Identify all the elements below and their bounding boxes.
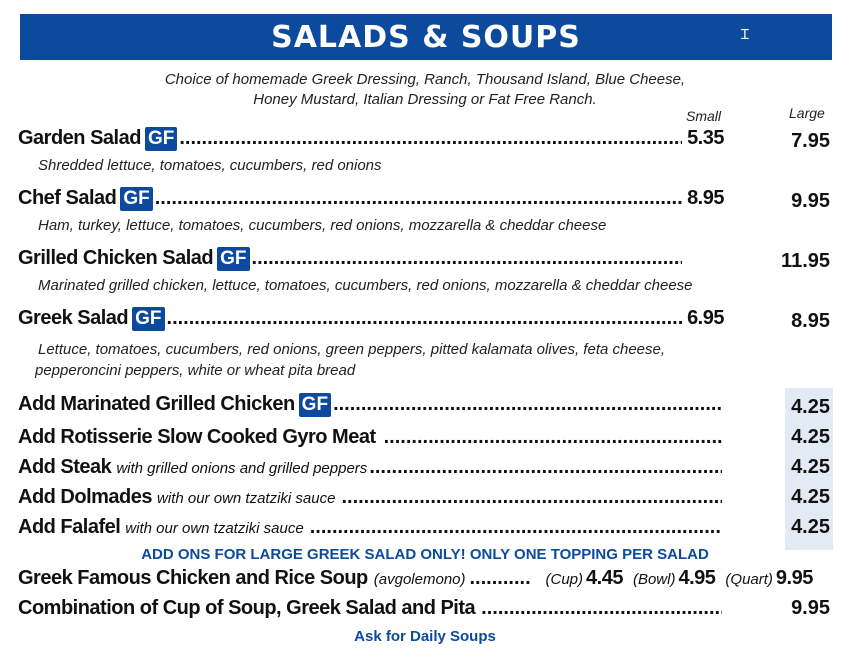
gluten-free-badge: GF	[132, 307, 164, 331]
gluten-free-badge: GF	[299, 393, 331, 417]
addon-item-steak: Add Steak with grilled onions and grilled peppers .....	[18, 456, 724, 479]
column-large-label: Large	[789, 105, 825, 121]
soup-item-combination: Combination of Cup of Soup, Greek Salad and Pita .....	[18, 597, 724, 620]
menu-item-garden-salad: Garden Salad GF ..... 5.35	[18, 127, 724, 151]
item-description-line2: pepperoncini peppers, white or wheat pita bread	[35, 362, 356, 379]
price-large: 11.95	[781, 250, 830, 272]
dressing-note	[0, 70, 850, 110]
addon-note: ADD ONS FOR LARGE GREEK SALAD ONLY! ONLY ONE TOPPING PER SALAD	[141, 546, 709, 563]
price-small: 5.35	[687, 127, 724, 149]
price-quart: 9.95	[775, 567, 813, 589]
soup-subtitle: (avgolemono)	[373, 571, 466, 588]
dot-leader	[481, 597, 722, 620]
section-title: SALADS & SOUPS	[271, 19, 581, 55]
addon-price: 4.25	[791, 516, 830, 538]
dot-leader	[310, 516, 722, 539]
gluten-free-badge: GF	[145, 127, 177, 151]
menu-item-greek-salad: Greek Salad GF ..... 6.95	[18, 307, 724, 331]
price-cup: 4.45	[586, 567, 623, 589]
price-large: 9.95	[791, 190, 830, 212]
column-small-label: Small	[686, 108, 722, 124]
dot-leader	[179, 127, 682, 150]
text-cursor-icon: Ɪ	[741, 27, 749, 43]
item-description: Ham, turkey, lettuce, tomatoes, cucumbers, red onions, mozzarella & cheddar cheese	[38, 217, 607, 234]
gluten-free-badge: GF	[120, 187, 152, 211]
dot-leader	[384, 426, 722, 449]
dot-leader	[341, 486, 722, 509]
item-description: Shredded lettuce, tomatoes, cucumbers, red onions	[38, 157, 382, 174]
addon-price: 4.25	[791, 486, 830, 508]
item-description: Marinated grilled chicken, lettuce, tomatoes, cucumbers, red onions, mozzarella & cheddar cheese	[38, 277, 693, 294]
combo-price: 9.95	[791, 597, 830, 619]
addon-item-dolmades: Add Dolmades with our own tzatziki sauce .....	[18, 486, 724, 509]
dressing-note-line2: Honey Mustard, Italian Dressing or Fat Free Ranch.	[253, 91, 597, 108]
price-small: 8.95	[687, 187, 724, 209]
addon-item-falafel: Add Falafel with our own tzatziki sauce .....	[18, 516, 724, 539]
addon-detail: with our own tzatziki sauce	[125, 520, 304, 537]
price-small: 6.95	[687, 307, 724, 329]
item-description-line1: Lettuce, tomatoes, cucumbers, red onions, green peppers, pitted kalamata olives, feta cheese,	[38, 341, 666, 358]
addon-item-gyro-meat: Add Rotisserie Slow Cooked Gyro Meat .....	[18, 426, 724, 449]
dressing-note-line1: Choice of homemade Greek Dressing, Ranch, Thousand Island, Blue Cheese,	[164, 71, 686, 88]
dot-leader	[333, 393, 722, 416]
gluten-free-badge: GF	[217, 247, 249, 271]
size-bowl-label: (Bowl)	[632, 571, 676, 588]
price-large: 7.95	[791, 130, 830, 152]
section-banner	[20, 14, 832, 60]
size-quart-label: (Quart)	[725, 571, 773, 588]
addon-price: 4.25	[791, 396, 830, 418]
soup-item-avgolemono: Greek Famous Chicken and Rice Soup (avgolemono) ..... (Cup) 4.45 (Bowl) 4.95 (Quart) 9.95	[18, 567, 830, 590]
size-cup-label: (Cup)	[545, 571, 584, 588]
dot-leader	[470, 567, 532, 590]
addon-price: 4.25	[791, 426, 830, 448]
dot-leader	[167, 307, 682, 330]
price-bowl: 4.95	[678, 567, 716, 589]
price-large: 8.95	[791, 310, 830, 332]
addon-detail: with our own tzatziki sauce	[157, 490, 336, 507]
dot-leader	[252, 247, 682, 270]
addon-price: 4.25	[791, 456, 830, 478]
addon-detail: with grilled onions and grilled peppers	[116, 460, 368, 477]
dot-leader	[155, 187, 682, 210]
dot-leader	[369, 456, 722, 479]
menu-item-chef-salad: Chef Salad GF ..... 8.95	[18, 187, 724, 211]
menu-item-grilled-chicken-salad: Grilled Chicken Salad GF .....	[18, 247, 724, 271]
addon-item-grilled-chicken: Add Marinated Grilled Chicken GF .....	[18, 393, 724, 417]
daily-soups-note: Ask for Daily Soups	[354, 628, 496, 645]
